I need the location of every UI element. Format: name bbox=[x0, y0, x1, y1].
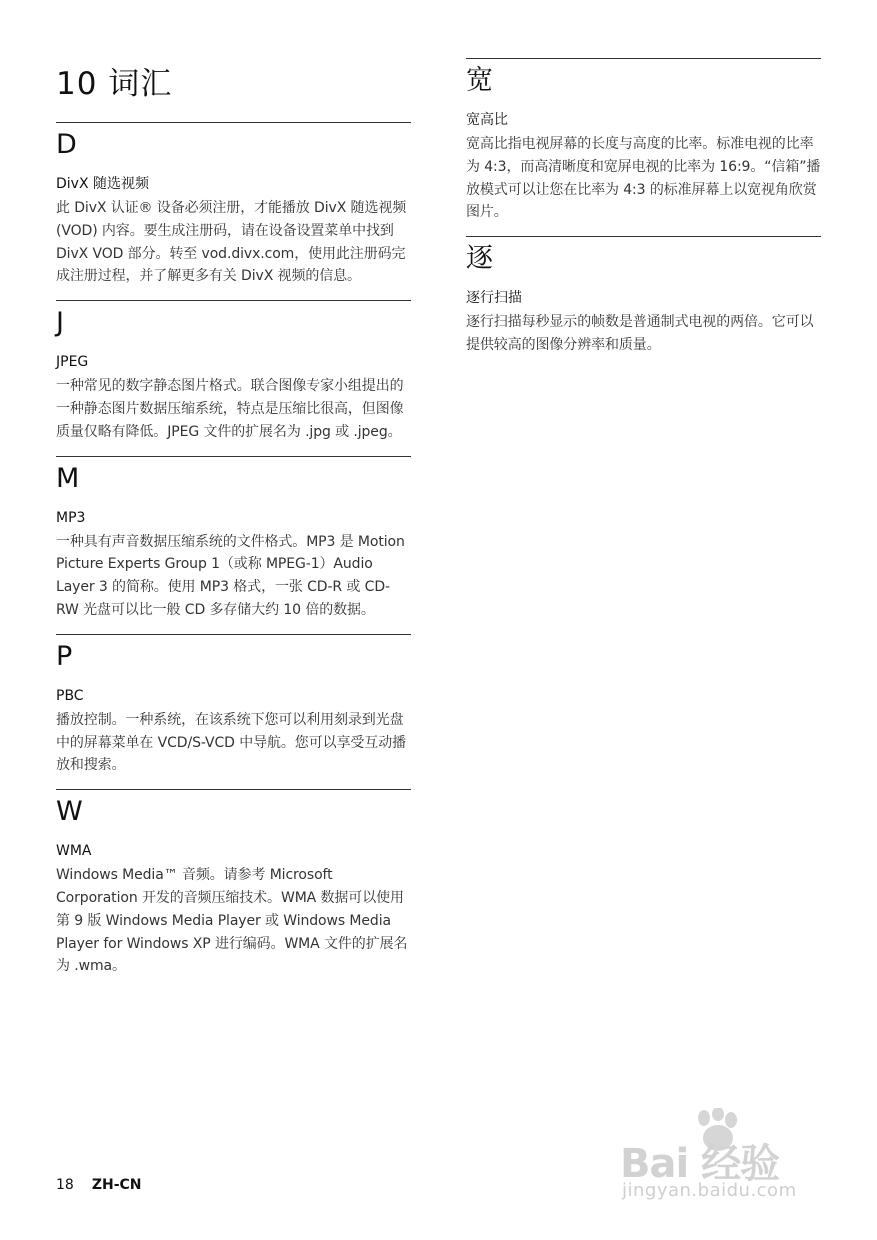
glossary-definition: Windows Media™ 音频。请参考 Microsoft Corporation 开发的音频压缩技术。WMA 数据可以使用第 9 版 Windows Media Player 或 Windows Media Player for Windows XP 进行编码。WMA 文件的扩展名为 .wma。 bbox=[56, 867, 408, 975]
glossary-term: PBC bbox=[56, 687, 84, 704]
section-letter: 逐 bbox=[466, 243, 493, 275]
glossary-definition: 此 DivX 认证® 设备必须注册，才能播放 DivX 随选视频 (VOD) 内容。要生成注册码，请在设备设置菜单中找到 DivX VOD 部分。转至 vod.divx.com，使用此注册码完成注册过程，并了解更多有关 DivX 视频的信息。 bbox=[56, 200, 407, 285]
glossary-section-p bbox=[56, 634, 411, 777]
glossary-definition: 逐行扫描每秒显示的帧数是普通制式电视的两倍。它可以提供较高的图像分辨率和质量。 bbox=[466, 314, 814, 353]
glossary-term: WMA bbox=[56, 843, 92, 860]
glossary-definition: 一种常见的数字静态图片格式。联合图像专家小组提出的一种静态图片数据压缩系统，特点是压缩比很高，但图像质量仅略有降低。JPEG 文件的扩展名为 .jpg 或 .jpeg。 bbox=[56, 378, 404, 440]
glossary-section-d bbox=[56, 122, 411, 288]
section-letter: 宽 bbox=[466, 65, 493, 96]
glossary-section-w bbox=[56, 789, 411, 978]
section-letter: P bbox=[56, 640, 73, 672]
watermark-logo-text: Bai 经验 bbox=[620, 1141, 780, 1187]
glossary-term: 宽高比 bbox=[466, 112, 508, 128]
glossary-term: MP3 bbox=[56, 509, 86, 526]
watermark-url: jingyan.baidu.com bbox=[622, 1180, 797, 1201]
glossary-section-zhu bbox=[466, 236, 821, 357]
glossary-section-kuan bbox=[466, 58, 821, 224]
right-column bbox=[466, 58, 821, 369]
page-number: 18 bbox=[56, 1177, 74, 1193]
glossary-definition: 一种具有声音数据压缩系统的文件格式。MP3 是 Motion Picture Experts Group 1（或称 MPEG-1）Audio Layer 3 的简称。使用 MP3 格式，一张 CD-R 或 CD-RW 光盘可以比一般 CD 多存储大约 10 倍的数据。 bbox=[56, 533, 405, 618]
section-letter: D bbox=[56, 129, 77, 160]
section-letter: W bbox=[56, 796, 83, 828]
left-column bbox=[56, 122, 411, 990]
page-footer bbox=[56, 1177, 142, 1193]
glossary-term: JPEG bbox=[56, 354, 89, 371]
section-letter: J bbox=[56, 307, 64, 339]
glossary-definition: 播放控制。一种系统，在该系统下您可以利用刻录到光盘中的屏幕菜单在 VCD/S-VCD 中导航。您可以享受互动播放和搜索。 bbox=[56, 711, 407, 774]
glossary-term: DivX 随选视频 bbox=[56, 176, 149, 192]
glossary-definition: 宽高比指电视屏幕的长度与高度的比率。标准电视的比率为 4:3，而高清晰度和宽屏电视的比率为 16:9。“信箱”播放模式可以让您在比率为 4:3 的标准屏幕上以宽视角欣赏图片。 bbox=[466, 136, 821, 221]
section-letter: M bbox=[56, 462, 80, 494]
page-title: 10 词汇 bbox=[56, 66, 173, 102]
glossary-section-j bbox=[56, 300, 411, 443]
language-code: ZH-CN bbox=[91, 1177, 142, 1193]
glossary-term: 逐行扫描 bbox=[466, 290, 522, 307]
baidu-watermark bbox=[620, 1108, 830, 1208]
glossary-section-m bbox=[56, 456, 411, 622]
